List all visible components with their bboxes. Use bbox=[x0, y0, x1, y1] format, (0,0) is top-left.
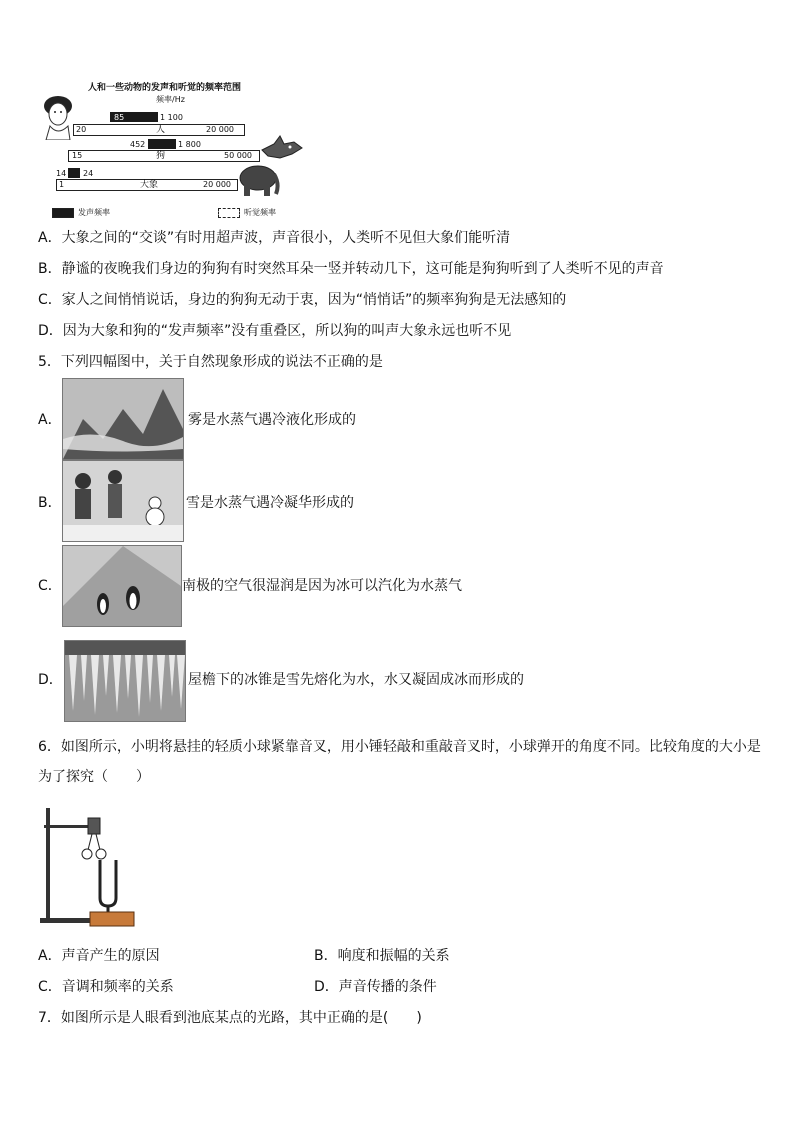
q4-option-a: A．大象之间的“交谈”有时用超声波，声音很小，人类听不见但大象们能听清 bbox=[38, 230, 511, 246]
figure-unit: 频率/Hz bbox=[156, 95, 185, 104]
q7-stem: 7．如图所示是人眼看到池底某点的光路，其中正确的是( ) bbox=[38, 1010, 422, 1026]
q5-option-c-label: C． bbox=[38, 578, 62, 594]
q6-option-a: A．声音产生的原因 bbox=[38, 948, 160, 964]
frequency-range-figure: 人和一些动物的发声和听觉的频率范围 频率/Hz 85 1 100 20 人 20 000 452 1 800 15 狗 50 000 14 24 1 大象 20 000 发声频率 听觉频率 bbox=[38, 78, 308, 224]
snow-children-image bbox=[62, 460, 184, 542]
antarctic-penguin-image bbox=[62, 545, 182, 627]
q5-option-a-text: 雾是水蒸气遇冷液化形成的 bbox=[188, 412, 356, 428]
fog-mountain-image bbox=[62, 378, 184, 460]
legend-hear-label: 听觉频率 bbox=[244, 208, 276, 217]
dog-voice-bar bbox=[148, 139, 176, 149]
q5-stem: 5．下列四幅图中，关于自然现象形成的说法不正确的是 bbox=[38, 354, 383, 370]
tuning-fork-apparatus-diagram bbox=[38, 798, 148, 930]
legend-voice-label: 发声频率 bbox=[78, 208, 110, 217]
elephant-voice-bar bbox=[68, 168, 80, 178]
q6-stem-line1: 6．如图所示，小明将悬挂的轻质小球紧靠音叉，用小锤轻敲和重敲音叉时，小球弹开的角度不同。比较角度的大小是 bbox=[38, 739, 761, 755]
q4-option-d: D．因为大象和狗的“发声频率”没有重叠区，所以狗的叫声大象永远也听不见 bbox=[38, 323, 512, 339]
legend-hear-swatch bbox=[218, 208, 240, 218]
q5-option-c-text: 南极的空气很湿润是因为冰可以汽化为水蒸气 bbox=[182, 578, 462, 594]
figure-title: 人和一些动物的发声和听觉的频率范围 bbox=[88, 83, 242, 93]
dog-illustration bbox=[260, 134, 304, 164]
q6-option-d: D．声音传播的条件 bbox=[314, 979, 437, 995]
q6-option-b: B．响度和振幅的关系 bbox=[314, 948, 450, 964]
q4-option-b: B．静谧的夜晚我们身边的狗狗有时突然耳朵一竖并转动几下，这可能是狗狗听到了人类听不见的声音 bbox=[38, 261, 664, 277]
q6-option-c: C．音调和频率的关系 bbox=[38, 979, 174, 995]
q4-option-c: C．家人之间悄悄说话，身边的狗狗无动于衷，因为“悄悄话”的频率狗狗是无法感知的 bbox=[38, 292, 567, 308]
icicles-image bbox=[64, 640, 186, 722]
elephant-illustration bbox=[236, 162, 280, 198]
q5-option-d-text: 屋檐下的冰锥是雪先熔化为水，水又凝固成冰而形成的 bbox=[188, 672, 524, 688]
human-face-illustration bbox=[38, 92, 76, 140]
q5-option-a-label: A． bbox=[38, 412, 62, 428]
q5-option-d-label: D． bbox=[38, 672, 63, 688]
legend-voice-swatch bbox=[52, 208, 74, 218]
q5-option-b-label: B． bbox=[38, 495, 62, 511]
q5-option-b-text: 雪是水蒸气遇冷凝华形成的 bbox=[186, 495, 354, 511]
q6-stem-line2: 为了探究（ ） bbox=[38, 769, 150, 785]
